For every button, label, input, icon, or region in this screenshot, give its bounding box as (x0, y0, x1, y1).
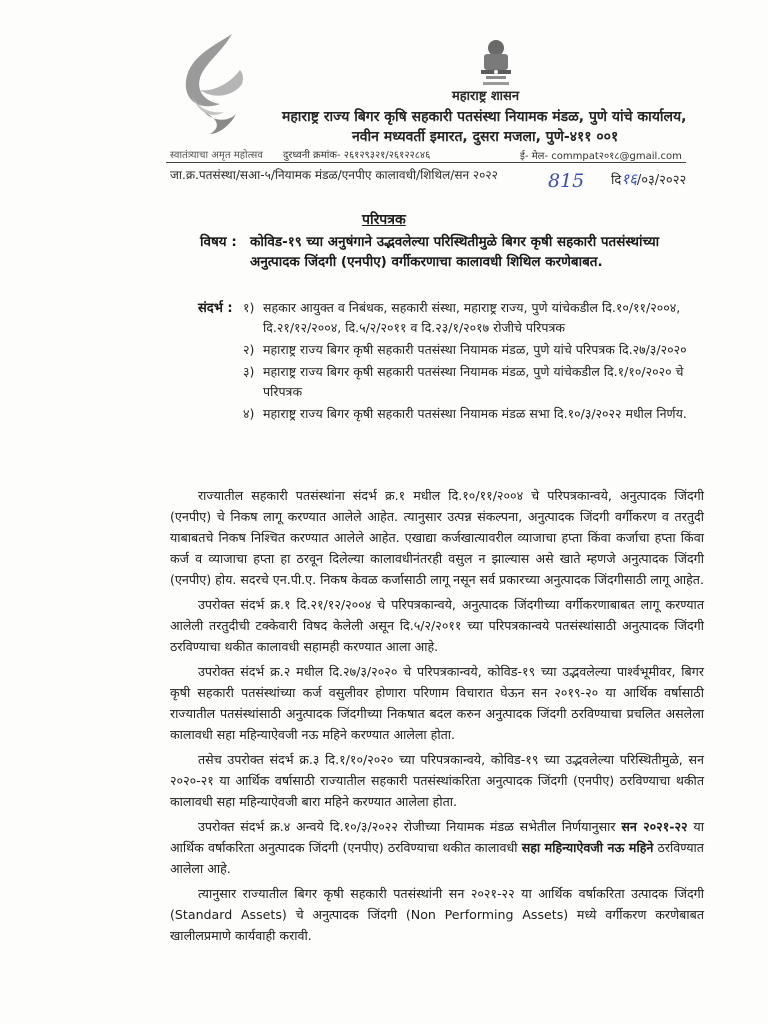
reference-number: जा.क्र.पतसंस्था/सआ-५/नियामक मंडळ/एनपीए कालावधी/शिथिल/सन २०२२ (170, 168, 498, 182)
references-list (243, 298, 703, 426)
reference-item: २) महाराष्ट्र राज्य बिगर कृषी सहकारी पतसंस्था नियामक मंडळ, पुणे यांचे परिपत्रक दि.२७/३/२०२० (243, 342, 687, 357)
body-paragraph: उपरोक्त संदर्भ क्र.२ मधील दि.२७/३/२०२० चे परिपत्रकान्वये, कोविड-१९ च्या उद्भवलेल्या पार्श्वभूमीवर, बिगर कृषी सहकारी पतसंस्थांच्या कर्ज वसुलीवर होणारा परिणाम विचारात घेऊन सन २०१९-२० या आर्थिक वर्षासाठी राज्यातील पतसंस्थांसाठी अनुत्पादक जिंदगीच्या निकषात बदल करुन अनुत्पादक जिंदगी ठरविण्याचा प्रचलित असलेला कालावधी सहा महिन्याऐवजी नऊ महिने करण्यात आलेला होता. (170, 664, 704, 742)
body-paragraph: उपरोक्त संदर्भ क्र.४ अन्वये दि.१०/३/२०२२ रोजीच्या नियामक मंडळ सभेतील निर्णयानुसार सन २०२१-२२ या आर्थिक वर्षाकरिता अनुत्पादक जिंदगी (एनपीए) ठरविण्याचा थकीत कालावधी सहा महिन्याऐवजी नऊ महिने ठरविण्यात आलेला आहे. (170, 819, 704, 876)
reference-item: ३) महाराष्ट्र राज्य बिगर कृषी सहकारी पतसंस्था नियामक मंडळ, पुणे यांचेकडील दि.१/१०/२०२० चे परिपत्रक (243, 364, 684, 399)
logo-slogan: स्वातंत्र्याचा अमृत महोत्सव (170, 150, 263, 161)
subject-block (200, 232, 670, 272)
subject-text: कोविड-१९ च्या अनुषंगाने उद्भवलेल्या परिस्थितीमुळे बिगर कृषी सहकारी पतसंस्थांच्या अनुत्पादक जिंदगी (एनपीए) वर्गीकरणाचा कालावधी शिथिल करणेबाबत. (250, 234, 660, 270)
email-address: ई- मेल- commpat२०१८@gmail.com (520, 151, 682, 162)
phone-numbers: दुरध्वनी क्रमांक- २६१२९३२१/२६१२२८४६ (283, 150, 431, 161)
azadi-ka-amrit-mahotsav-logo-icon (170, 30, 260, 148)
office-name-line-1: महाराष्ट्र राज्य बिगर कृषि सहकारी पतसंस्था नियामक मंडळ, पुणे यांचे कार्यालय, (282, 109, 687, 125)
bold-year: सन २०२१-२२ (621, 819, 688, 834)
handwritten-outward-number: 815 (548, 170, 585, 192)
reference-item: ४) महाराष्ट्र राज्य बिगर कृषी सहकारी पतसंस्था नियामक मंडळ सभा दि.१०/३/२०२२ मधील निर्णय. (243, 406, 687, 421)
bold-period: सहा महिन्याऐवजी नऊ महिने (521, 840, 654, 855)
circular-body (170, 485, 704, 950)
office-address-line-2: नवीन मध्यवर्ती इमारत, दुसरा मजला, पुणे-४११ ००१ (352, 129, 619, 145)
subject-label: विषय : (200, 234, 237, 250)
header-divider (166, 162, 686, 163)
body-paragraph: त्यानुसार राज्यातील बिगर कृषी सहकारी पतसंस्थांनी सन २०२१-२२ या आर्थिक वर्षाकरिता उत्पादक जिंदगी (Standard Assets) चे अनुत्पादक जिंदगी (Non Performing Assets) मध्ये वर्गीकरण करणेबाबत खालीलप्रमाणे कार्यवाही करावी. (170, 886, 704, 943)
body-paragraph: उपरोक्त संदर्भ क्र.१ दि.२१/१२/२००४ चे परिपत्रकान्वये, अनुत्पादक जिंदगीच्या वर्गीकरणाबाबत लागू करण्यात आलेली तरतुदीची टक्केवारी विषद केलेली असून दि.५/२/२०११ च्या परिपत्रकान्वये पतसंस्थांसाठी अनुत्पादक जिंदगी ठरविण्याचा थकीत कालावधी सहामही करण्यात आला आहे. (170, 597, 704, 654)
references-label: संदर्भ : (198, 301, 233, 316)
page-title: परिपत्रक (362, 212, 406, 228)
handwritten-day: १६ (621, 170, 637, 188)
body-paragraph: राज्यातील सहकारी पतसंस्थांना संदर्भ क्र.१ मधील दि.१०/११/२००४ चे परिपत्रकान्वये, अनुत्पादक जिंदगी (एनपीए) चे निकष लागू करण्यात आलेले आहेत. त्यानुसार उत्पन्न संकल्पना, अनुत्पादक जिंदगी वर्गीकरण व तरतुदी याबाबतचे निकष निश्चित करण्यात आलेले आहेत. एखाद्या कर्जखात्यावरील व्याजाचा हप्ता किंवा कर्जाचा हप्ता किंवा कर्ज व व्याजाचा हप्ता हा ठरवून दिलेल्या कालावधीनंतरही वसुल न झाल्यास असे खाते म्हणजे अनुत्पादक जिंदगी (एनपीए) होय. सदरचे एन.पी.ए. निकष केवळ कर्जासाठी लागू नसून सर्व प्रकारच्या अनुत्पादक जिंदगीसाठी लागू आहेत. (170, 488, 704, 587)
national-emblem-icon (474, 38, 518, 88)
reference-item: १) सहकार आयुक्त व निबंधक, सहकारी संस्था, महाराष्ट्र राज्य, पुणे यांचेकडील दि.१०/११/२००४, दि.२१/१२/२००४, दि.५/२/२०११ व दि.२३/१/२०१७ रोजीचे परिपत्रक (243, 300, 681, 335)
circular-date: दि१६/०३/२०२२ (611, 170, 687, 188)
government-name: महाराष्ट्र शासन (452, 89, 520, 104)
body-paragraph: तसेच उपरोक्त संदर्भ क्र.३ दि.१/१०/२०२० च्या परिपत्रकान्वये, कोविड-१९ च्या उद्भवलेल्या परिस्थितीमुळे, सन २०२०-२१ या आर्थिक वर्षासाठी राज्यातील सहकारी पतसंस्थांकरिता अनुत्पादक जिंदगी (एनपीए) ठरविण्याचा थकीत कालावधी सहा महिन्याऐवजी बारा महिने करण्यात आलेला होता. (170, 752, 704, 809)
